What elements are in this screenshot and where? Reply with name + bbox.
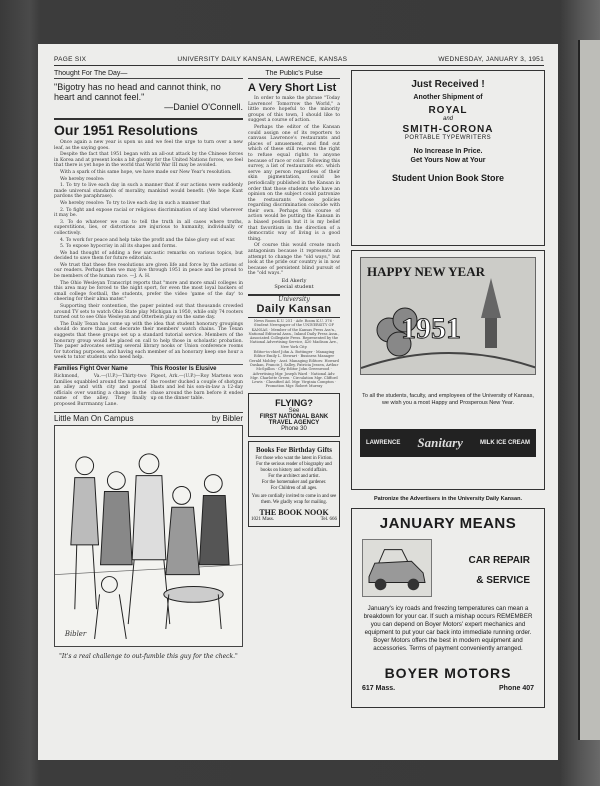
kansan-info: News Room K.U. 251 · Adv. Room K.U. 376 · Student Newspaper of the UNIVERSITY OF KANSAS · Member of the Kansas Press Ass'n., National Editorial Assn., Inland Daily Press Assn., Associated Collegiate Press. Represented by the National Advertising Service, 420 Madison Ave., New York City. [248,319,340,349]
pulse-paragraph: In order to make the phrase "Today Lawrence! Tomorrow the World," a little more hopeful to the minority groups of this town, I should like to suggest a course of action. [248,96,340,124]
pulse-header: The Public's Pulse [248,70,340,79]
new-year-message: To all the students, faculty, and employees of the University of Kansas, we wish you a most Happy and Prosperous New Year. [362,393,534,406]
union-price: No Increase In Price. [413,148,483,155]
paper-name: UNIVERSITY DAILY KANSAN, LAWRENCE, KANSAS [177,56,348,63]
booknook-address: 1021 Mass. [251,516,275,522]
thought-author: —Daniel O'Connell. [164,102,243,112]
brief-families [54,365,147,408]
flying-phone: Phone 30 [281,425,307,432]
booknook-tel: Tel. 666 [320,516,337,522]
booknook-item: For those who want the latest in Fiction. [255,455,333,461]
svg-text:Bibler: Bibler [64,629,87,638]
pulse-paragraph: Of course this would create much antagonism because it represents an attempt to change the "old ways," but look at the pride our country is in now because of persistent blind pursuit of the "old ways." [248,243,340,277]
cartoon-illustration [54,425,243,647]
booknook-invite: You are cordially invited to come in and see them. We gladly wrap for mailing. [251,493,337,505]
boyer-car-repair: CAR REPAIR [468,555,530,566]
brief-title: This Rooster Is Elusive [150,365,217,372]
booknook-item: For the architect and artist. [268,473,320,479]
editorial-paragraph: 3. To do whatever we can to tell the truth in all cases where truths, superstitions, lies, or distortions are injurious to humanity, individually or collectively. [54,219,243,236]
booknook-head: Books For Birthday Gifts [256,445,332,454]
boyer-service: & SERVICE [476,575,530,586]
booknook-item: For the serious reader of biography and books on history and world affairs. [256,461,332,473]
kansan-nameplate [248,294,340,389]
ad-new-year [351,250,545,490]
union-and: and [442,116,453,122]
editorial-paragraph: Despite the fact that 1951 began with an all-out attack by the Chinese forces in Korea and at present looks a bit gloomy for the United Nations forces, we feel that there is yet hope in the world that World War III may be avoided. [54,152,243,169]
editorial-body [54,140,243,361]
booknook-name: THE BOOK NOOK [259,507,329,517]
editorial-paragraph: Once again a new year is upon us and we feel the urge to turn over a new leaf, as the saying goes. [54,140,243,151]
boyer-headline: JANUARY MEANS [379,515,517,532]
banner-milk: MILK ICE CREAM [479,440,530,446]
editorial-paragraph: 2. To fight and expose racial or religious discrimination of any kind wherever it may be. [54,207,243,219]
boyer-phone: Phone 407 [498,685,534,692]
cartoon-header [54,412,243,423]
flying-agency: TRAVEL AGENCY [268,419,320,426]
brief-rooster [151,365,244,408]
editorial-paragraph: We hereby resolve: [60,176,105,182]
banner-lawrence: LAWRENCE [366,440,401,446]
editorial-paragraph: The Ohio Wesleyan Transcript reports that "more and more small colleges in this area may be forced to the night sport, for even the most loyal backers of small college football, the students, prefer the video 'game of the day' to cheering for their alma mater." [54,280,243,303]
union-brand-royal: ROYAL [428,105,468,116]
thought-quote: "Bigotry has no head and cannot think, no heart and cannot feel." [54,82,221,102]
flying-head: FLYING? [275,397,313,408]
adjacent-page-edge [578,40,600,740]
editorial-paragraph: 4. To work for peace and help take the profit and the false glory out of war. [60,237,236,243]
flying-bank: FIRST NATIONAL BANK [259,413,329,420]
patronize-note: Patronize the Advertisers in the University Daily Kansan. [373,496,523,502]
boyer-body: January's icy roads and freezing temperatures can mean a breakdown for your car. If such a mishap occurs REMEMBER you can depend on Boyer Motors' expert mechanics and equipment to put your car back into immediate running order. Boyer Motors offers the best in modern equipment and accessories. Terms of payment conveniently arranged. [363,605,533,652]
brief-text: Pigeot, Ark.—(U.P.)—Roy Martens won the rooster ducked a couple of shotgun blasts and led his son-in-law a 12-day chase around the barn before it ended up on the dinner table. [150,373,243,402]
sanitary-milk-banner [360,429,536,457]
ads-column [351,70,545,708]
union-product: PORTABLE TYPEWRITERS [404,135,492,141]
editorial-paragraph: 5. To expose hypocrisy in all its shapes and forms. [60,244,177,250]
masthead [54,56,544,66]
pulse-paragraph: Perhaps the editor of the Kansan could assign one of its reporters to canvass Lawrence's restaurants and places of amusement, and find out which of these still reserves the right to refuse equal rights to anyone because of race or color. Following this survey, a list of restaurants etc. which serve any person regardless of their skin pigmentation, could be periodically published in the Kansan in order that those students who have an opinion on the subject could patronize the restaurants whose policies regarding discrimination coincide with their own. Perhaps this course of action would be putting the Kansan in a biased position but it is my belief that favoritism in the direction of a democratic way of living is a good thing. [248,124,340,242]
middle-column [248,70,340,527]
kansan-name: Daily Kansan [248,303,340,318]
newspaper-page [38,44,558,760]
pulse-signature-role: Special student [274,284,314,290]
year-art: 1951 [401,312,461,345]
union-subhead: Another Shipment of [413,94,483,101]
kansan-staff: Editor-in-chief John A. Bottinger · Managing Editor Emily L. Stewart · Business Manager Gerald Mobley · Asst. Managing Editors: Howard Ouskan, Francis J. Salley, Patricia Jessen, Arthur McSpillon · City Editor John Greenwood · Advertising Mgr. Joseph Ward · National Adv. Mgr. Charlotte Green · Circulation Mgr. Clifford Lewis · Classified Ad. Mgr. Virginia Compton · Promotion Mgr. Robert Murray [249,350,339,389]
editorial-paragraph: We trust that these five resolutions are given life and force by the actions of our readers. Perhaps then we may live through 1951 in peace and be proud to be members of the human race. —J. A. H. [54,262,243,280]
union-brand-smith-corona: SMITH-CORONA [402,124,494,135]
thought-label: Thought For The Day— [54,70,243,79]
brief-text: Richmond, Va.—(U.P.)—Thirty-two families squabbled around the name of an alley and with city and postal officials over wanting a change in the name of the alley. They finally proposed Burrmanny Lane. [54,373,147,407]
ad-flying [248,393,340,437]
kansan-university: University [278,296,310,303]
cartoon-artist: by Bibler [211,413,243,423]
boyer-address: 617 Mass. [362,685,396,692]
boyer-footer [362,685,534,692]
editorial-title: Our 1951 Resolutions [54,118,243,138]
union-store: Student Union Book Store [392,173,504,183]
booknook-contact [251,517,337,522]
ad-boyer-motors [351,508,545,708]
pulse-title: A Very Short List [248,82,337,94]
booknook-items [251,456,337,506]
boyer-logo: BOYER MOTORS [384,665,512,681]
car-icon [362,539,432,597]
booknook-item: For the homemaker and gardener. [261,479,327,485]
ad-booknook [248,441,340,527]
page-number: PAGE SIX [54,56,87,63]
brief-title: Families Fight Over Name [54,365,128,372]
union-headline: Just Received ! [411,79,485,90]
issue-date: WEDNESDAY, JANUARY 3, 1951 [438,56,544,63]
booknook-item: For Children of all ages. [270,485,318,491]
editorial-paragraph: With a spark of this same hope, we have made our New Year's resolution. [60,169,232,175]
editorial-paragraph: We had thought of adding a few sarcastic remarks on various topics, but decided to save them for future editorials. [54,250,243,262]
happy-new-year-art: HAPPY NEW YEAR [367,264,485,279]
union-call: Get Yours Now at Your [410,157,486,164]
cartoon-caption: "It's a real challenge to out-fumble this guy for the check." [59,652,238,660]
pulse-signature: Ed Akerly [281,278,307,284]
editorial-paragraph: 1. To try to live each day in such a manner that if our actions were suddenly made universal standards of morality, mankind would benefit. (We hope Kant pardons the paraphrase). [54,183,243,200]
editorial-paragraph: The Daily Texan has come up with the idea that student honorary groupings should do more than just decorate their members' watch chains. The Texan suggests that these groups set up a standard tutorial service. Members of the honorary group would be placed on call to help those in scholastic probation. The paper advocates setting several library nooks or Union conference rooms for tutoring purposes, and having each member of an honorary keep one hour a week to tutor students who need help. [54,321,243,361]
new-year-artwork [360,257,536,375]
ad-student-union [351,70,545,246]
cartoon-title: Little Man On Campus [54,413,134,423]
news-briefs [54,364,243,408]
pulse-body [248,96,340,277]
editorial-paragraph: We hereby resolve: To try to live each day in such a manner that [60,200,211,206]
banner-sanitary: Sanitary [417,435,463,450]
editorial-column [54,70,243,660]
flying-see: See [288,407,300,414]
editorial-paragraph: Supporting their contention, the paper pointed out that thousands crowded around TV sets to watch Ohio State play Michigan in 1950, while only 74 rooters turned out to see Ohio Wesleyan and Otterbein play on the same day. [54,304,243,321]
